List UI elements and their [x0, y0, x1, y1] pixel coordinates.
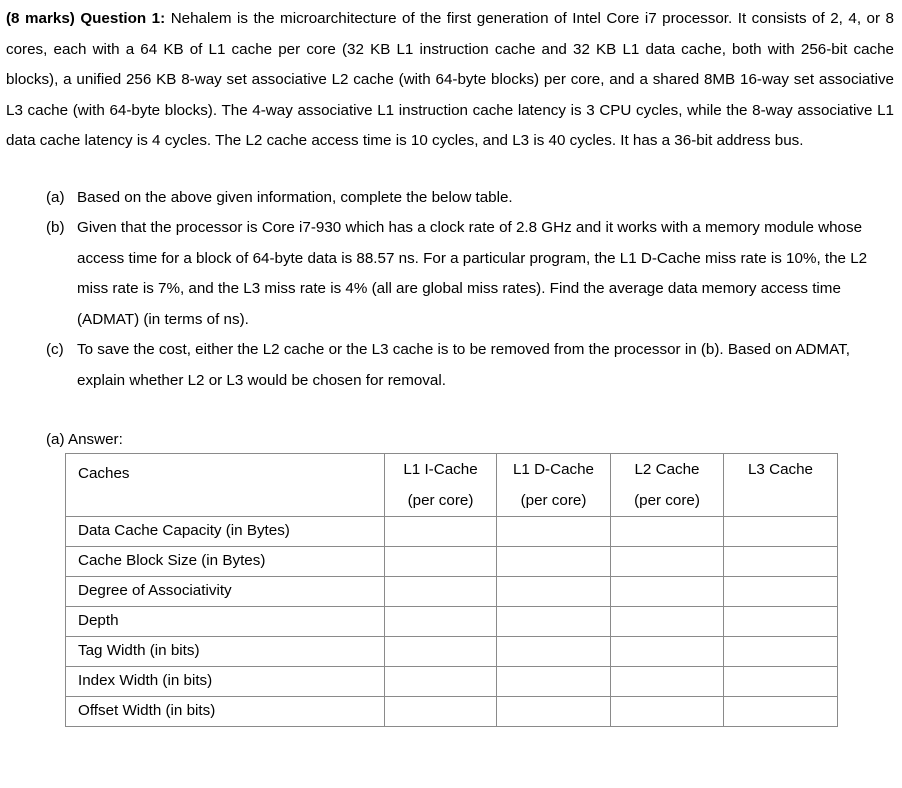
answer-cell[interactable] [611, 667, 724, 697]
answer-cell[interactable] [497, 667, 611, 697]
column-header-line1: L1 D-Cache [512, 461, 595, 478]
column-header-line1: L2 Cache [634, 461, 700, 478]
answer-cell[interactable] [724, 607, 838, 637]
answer-cell[interactable] [497, 577, 611, 607]
column-header-l3-cache [724, 454, 838, 517]
part-c-label: (c) [46, 341, 64, 358]
answer-cell[interactable] [724, 637, 838, 667]
answer-cell[interactable] [497, 637, 611, 667]
answer-cell[interactable] [385, 607, 497, 637]
answer-cell[interactable] [724, 517, 838, 547]
part-b [6, 213, 894, 335]
answer-cell[interactable] [611, 547, 724, 577]
answer-cell[interactable] [385, 577, 497, 607]
question-intro [6, 4, 894, 157]
answer-cell[interactable] [385, 517, 497, 547]
table-row [66, 697, 838, 727]
question-intro-text: Nehalem is the microarchitecture of the first generation of Intel Core i7 processor. It consists of 2, 4, or 8 cores, each with a 64 KB of L1 cache per core (32 KB L1 instruction cache and 32 KB L1 data cache, both with 256-bit cache blocks), a unified 256 KB 8-way set associative L2 cache (with 64-byte blocks) per core, and a shared 8MB 16-way set associative L3 cache (with 64-byte blocks). The 4-way associative L1 instruction cache latency is 3 CPU cycles, while the 8-way associative L1 data cache latency is 4 cycles. The L2 cache access time is 10 cycles, and L3 is 40 cycles. It has a 36-bit address bus. [6, 10, 894, 149]
part-a [6, 183, 894, 214]
row-label-index-width: Index Width (in bits) [66, 667, 385, 697]
column-header-line2: (per core) [520, 492, 587, 509]
answer-cell[interactable] [724, 547, 838, 577]
answer-cell[interactable] [385, 667, 497, 697]
question-parts [6, 183, 894, 397]
cache-table [65, 453, 838, 727]
table-corner-cell: Caches [66, 454, 385, 517]
answer-cell[interactable] [724, 697, 838, 727]
question-label: Question 1: [80, 10, 166, 27]
part-c [6, 335, 894, 396]
table-header-row [66, 454, 838, 517]
answer-cell[interactable] [611, 577, 724, 607]
part-a-label: (a) [46, 188, 65, 206]
answer-cell[interactable] [497, 697, 611, 727]
table-row [66, 577, 838, 607]
answer-cell[interactable] [497, 547, 611, 577]
row-label-capacity: Data Cache Capacity (in Bytes) [66, 517, 385, 547]
row-label-tag-width: Tag Width (in bits) [66, 637, 385, 667]
part-a-text: Based on the above given information, complete the below table. [77, 188, 513, 206]
answer-cell[interactable] [385, 697, 497, 727]
answer-cell[interactable] [385, 637, 497, 667]
row-label-associativity: Degree of Associativity [66, 577, 385, 607]
table-row [66, 667, 838, 697]
answer-label: (a) Answer: [46, 431, 123, 448]
answer-cell[interactable] [724, 667, 838, 697]
answer-cell[interactable] [611, 607, 724, 637]
answer-cell[interactable] [497, 517, 611, 547]
answer-cell[interactable] [611, 637, 724, 667]
answer-cell[interactable] [497, 607, 611, 637]
answer-cell[interactable] [724, 577, 838, 607]
answer-cell[interactable] [611, 517, 724, 547]
row-label-offset-width: Offset Width (in bits) [66, 697, 385, 727]
column-header-line2: (per core) [634, 492, 700, 509]
table-row [66, 607, 838, 637]
part-c-text: To save the cost, either the L2 cache or the L3 cache is to be removed from the processor in (b). Based on ADMAT, explain whether L2 or L3 would be chosen for removal. [77, 341, 850, 389]
column-header-line1: L1 I-Cache [403, 461, 478, 478]
column-header-l2-cache [611, 454, 724, 517]
answer-cell[interactable] [611, 697, 724, 727]
answer-cell[interactable] [385, 547, 497, 577]
table-row [66, 637, 838, 667]
question-marks: (8 marks) [6, 10, 75, 27]
table-row [66, 547, 838, 577]
part-b-label: (b) [46, 219, 65, 236]
column-header-l1-dcache [497, 454, 611, 517]
column-header-l1-icache [385, 454, 497, 517]
table-row [66, 517, 838, 547]
part-b-text: Given that the processor is Core i7-930 which has a clock rate of 2.8 GHz and it works with a memory module whose access time for a block of 64-byte data is 88.57 ns. For a particular program, the L1 D-Cache miss rate is 10%, the L2 miss rate is 7%, and the L3 miss rate is 4% (all are global miss rates). Find the average data memory access time (ADMAT) (in terms of ns). [77, 219, 868, 328]
row-label-block-size: Cache Block Size (in Bytes) [66, 547, 385, 577]
column-header-line1: L3 Cache [747, 461, 813, 478]
column-header-line2: (per core) [407, 492, 474, 509]
row-label-depth: Depth [66, 607, 385, 637]
